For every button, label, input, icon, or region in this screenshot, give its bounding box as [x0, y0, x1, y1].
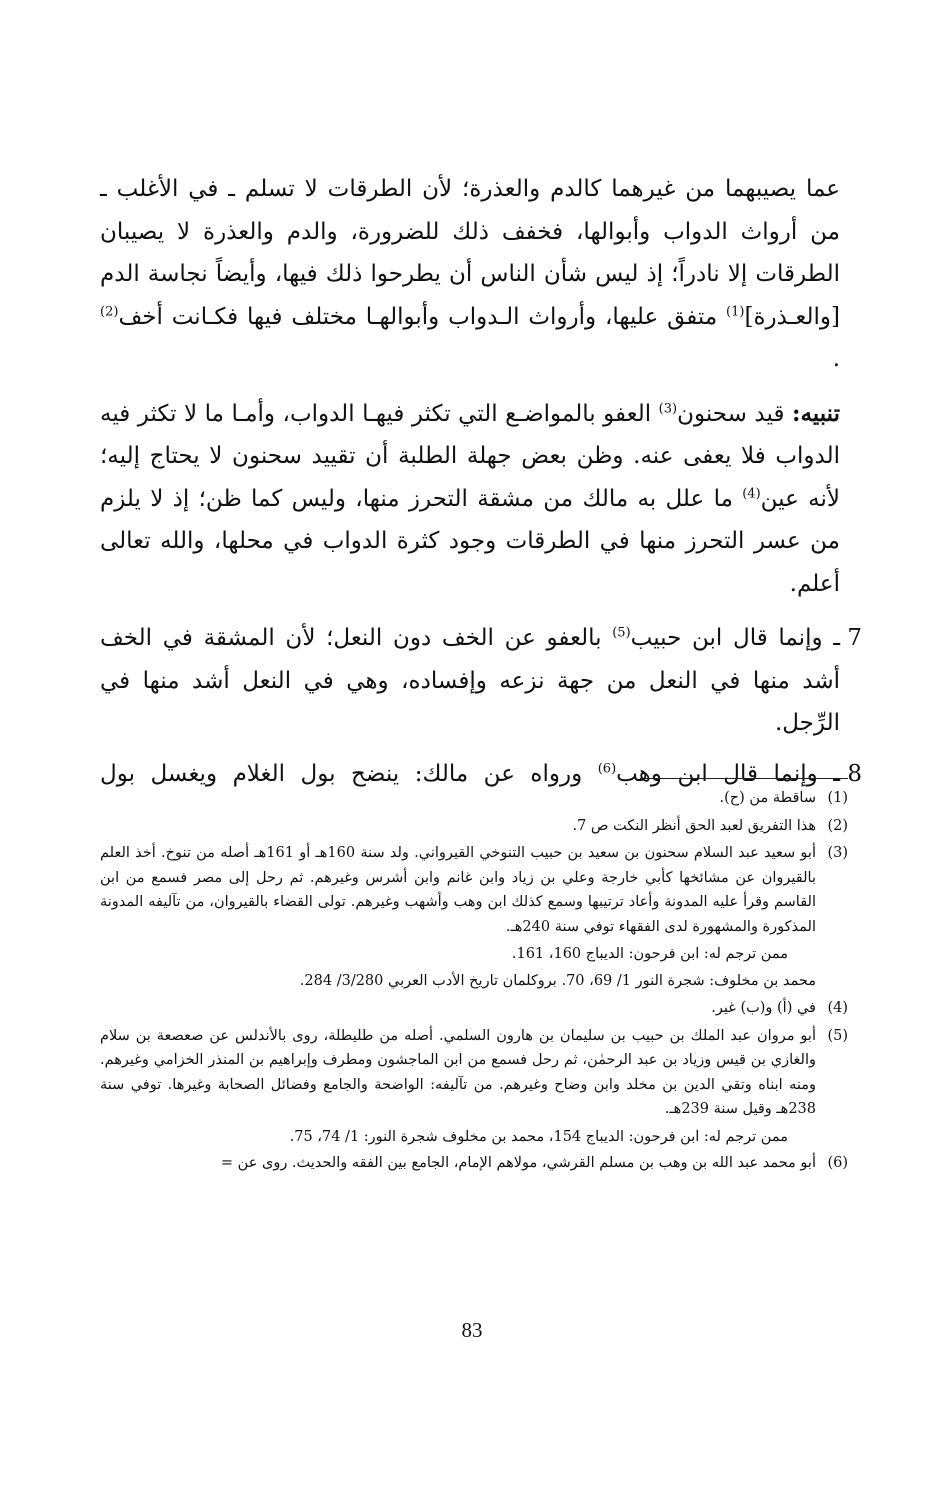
item-number: 8: [847, 760, 862, 787]
footnote-number: (1): [827, 790, 848, 806]
footnote-number: (5): [827, 1027, 848, 1044]
footnote-4: [100, 996, 848, 1021]
footnote-text: ساقطة من (ح).: [719, 790, 816, 806]
footnote-ref-4[interactable]: (4): [742, 485, 761, 501]
footnote-number: (4): [827, 1000, 848, 1016]
paragraph-1: عما يصيبهما من غيرهما كالدم والعذرة؛ لأن الطرقات لا تسلم ـ في الأغلب ـ من أرواث الدواب وأبوالها، فخفف ذلك للضرورة، والدم والعذرة لا يصيبان الطرقات إلا نادراً؛ إذ ليس شأن الناس أن يطرحوا ذلك فيها، وأيضاً نجاسة الدم [والعـذرة]$^{(1)}$ متفق عليها، وأرواث الـدواب وأبوالهـا مختلف فيها فكـانت أخف$^{(2)}$ .: [100, 176, 840, 372]
footnote-ref-1[interactable]: (1): [726, 303, 745, 319]
footnote-ref-5[interactable]: (5): [612, 625, 631, 641]
footnote-number: (2): [827, 817, 848, 834]
footnote-3-reference-2: محمد بن مخلوف: شجرة النور 1/ 69، 70. بروكلمان تاريخ الأدب العربي 3/280/ 284.: [299, 972, 816, 989]
footnote-1: [100, 786, 848, 811]
footnote-text: أبو سعيد عبد السلام سحنون بن سعيد بن حبيب التنوخي القيرواني. ولد سنة 160هـ أو 161هـ أصله من تنوخ. أخذ العلم بالقيروان عن مشائخها كأبي خارجة وعلي بن زياد وابن غانم وابن أشرس وغيرهم. ثم رحل إلى مصر فسمع من ابن القاسم وقرأ عليه المدونة وأعاد ترتيبها وسمع كذلك ابن وهب وأشهب وغيرهم. تولى القضاء بالقيروان، من تآليفه المدونة المذكورة والمشهورة لدى الفقهاء توفي سنة 240هـ.: [100, 845, 816, 935]
footnote-ref-3[interactable]: (3): [658, 400, 678, 416]
item-number: 7: [847, 625, 862, 651]
footnote-separator: [640, 778, 848, 779]
footnote-ref-2[interactable]: (2): [100, 303, 119, 319]
footnote-text: في (أ) و(ب) غير.: [711, 1000, 816, 1016]
footnote-text: أبو محمد عبد الله بن وهب بن مسلم القرشي، مولاهم الإمام، الجامع بين الفقه والحديث. روى عن =: [220, 1155, 816, 1171]
footnote-3-reference-1: ممن ترجم له: ابن فرحون: الديباج 160، 161.: [511, 946, 788, 962]
paragraph-note: تنبيه: قيد سحنون$^{(3)}$ العفو بالمواضـع التي تكثر فيهـا الدواب، وأمـا ما لا تكثر فيه الدواب فلا يعفى عنه. وظن بعض جهلة الطلبة أن تقييد سحنون لا يحتاج إليه؛ لأنه عين$^{(4)}$ ما علل به مالك من مشقة التحرز منها، وليس كما ظن؛ إذ لا يلزم من عسر التحرز منها في الطرقات وجود كثرة الدواب في محلها، والله تعالى أعلم.: [100, 399, 840, 597]
note-label: تنبيه:: [791, 399, 840, 427]
footnote-text: هذا التفريق لعبد الحق أنظر النكت ص 7.: [572, 817, 816, 834]
footnote-5: [100, 1024, 848, 1122]
numbered-item-7: 7 ـ وإنما قال ابن حبيب$^{(5)}$ بالعفو عن الخف دون النعل؛ لأن المشقة في الخف أشد منها في النعل من جهة نزعه وإفساده، وهي في النعل أشد منها في الرِّجل.: [100, 617, 840, 745]
footnote-text: أبو مروان عبد الملك بن حبيب بن سليمان بن هارون السلمي. أصله من طليطلة، روى بالأندلس عن صعصعة بن سلام والغازي بن قيس وزياد بن عبد الرحمٰن، ثم رحل فسمع من ابن الماجشون ومطرف وإبراهيم بن المنذر الخزامي وغيرهم. ومنه ابناه وتقي الدين بن مخلد وابن وضاح وغيرهم. من تآليفه: الواضحة والجامع وفضائل الصحابة وغيرها. توفي سنة 238هـ وقيل سنة 239هـ.: [100, 1027, 816, 1117]
footnote-3: [100, 841, 848, 939]
footnote-5-reference-1: ممن ترجم له: ابن فرحون: الديباج 154، محمد بن مخلوف شجرة النور: 1/ 74، 75.: [289, 1128, 788, 1145]
footnote-number: (3): [827, 845, 848, 861]
footnote-ref-6[interactable]: (6): [597, 760, 617, 776]
numbered-item-8: 8 ـ وإنما قال ابن وهب$^{(6)}$ ورواه عن مالك: ينضح بول الغلام ويغسل بول: [100, 753, 840, 796]
page-number: 83: [461, 1318, 483, 1342]
footnote-number: (6): [827, 1155, 848, 1171]
main-text: [100, 168, 862, 795]
footnotes: [100, 786, 848, 1179]
footnote-2: [100, 814, 848, 839]
footnote-6: [100, 1151, 848, 1176]
